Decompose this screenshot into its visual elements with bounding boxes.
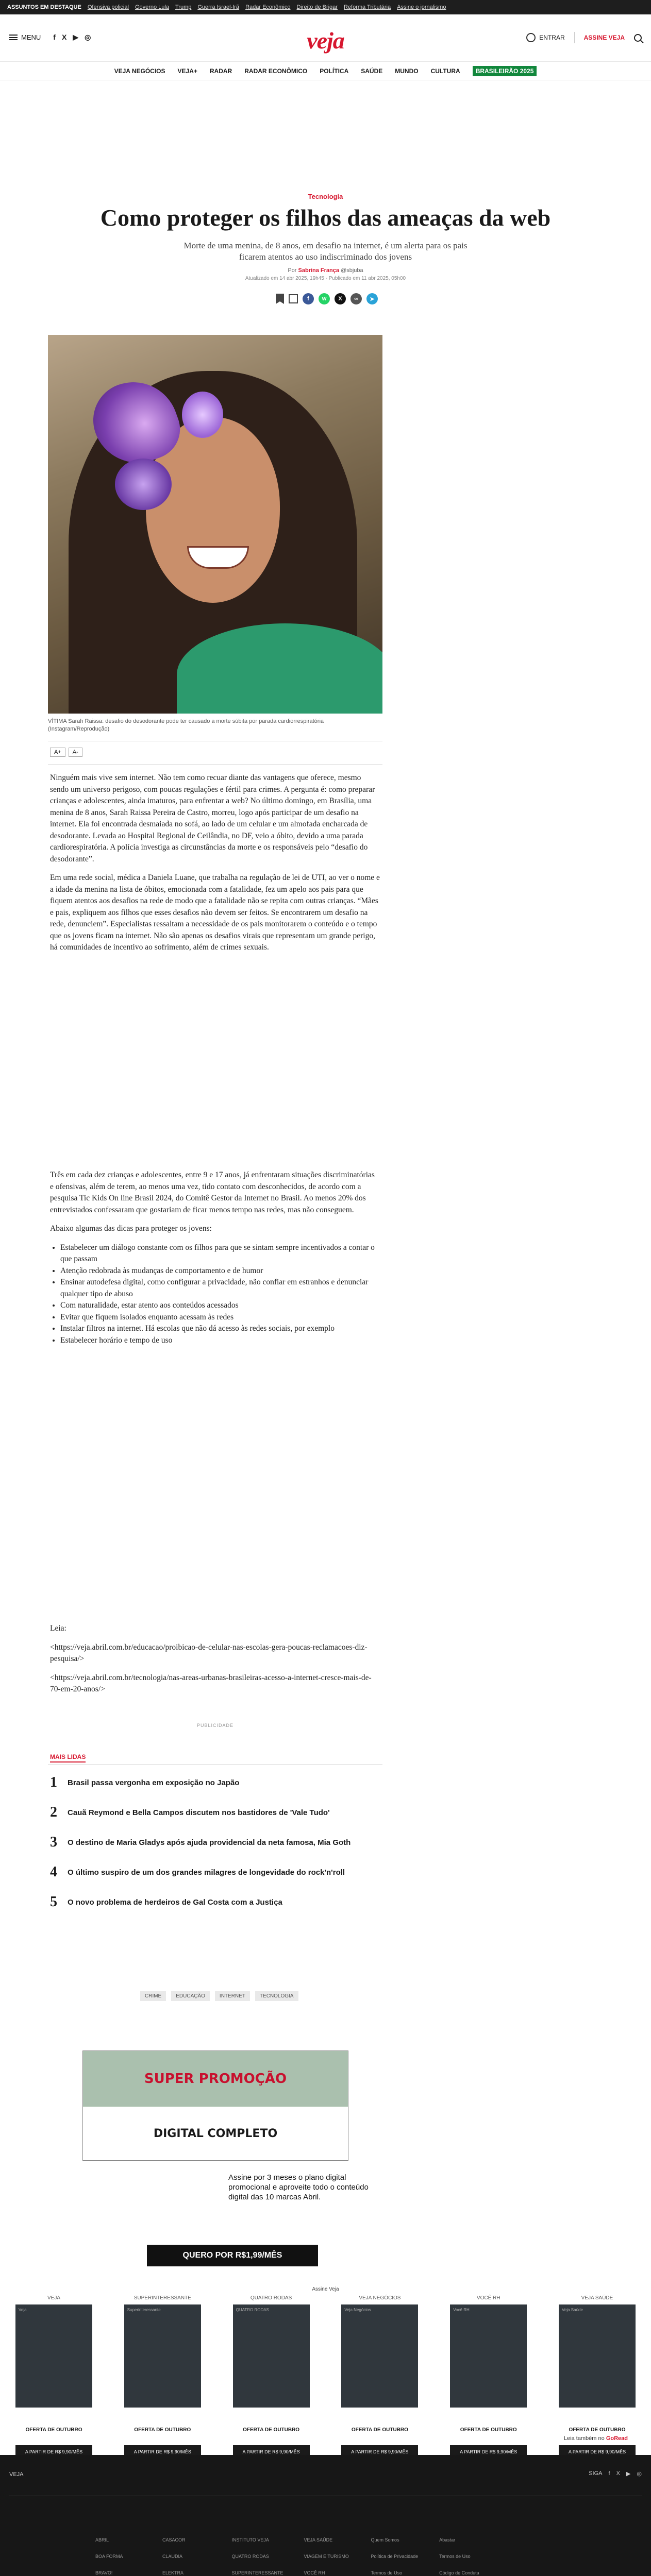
promo-cta-button[interactable]: QUERO POR R$1,99/MÊS xyxy=(147,2245,318,2266)
footer-link[interactable]: VIAGEM E TURISMO xyxy=(304,2554,349,2559)
promo-banner-top: SUPER PROMOÇÃO xyxy=(83,2051,348,2107)
footer-link[interactable]: INSTITUTO VEJA xyxy=(231,2537,269,2543)
facebook-share-icon[interactable]: f xyxy=(303,293,314,304)
most-read-title-text: O destino de Maria Gladys após ajuda providencial da neta famosa, Mia Goth xyxy=(68,1838,351,1847)
article-body-top xyxy=(50,772,380,961)
paragraph: Em uma rede social, médica a Daniela Luane, que trabalha na regulação de lei de UTI, ao ver o nome e a idade da menina na lista de óbitos, emocionada com a fatalidade, fez um apelo aos pais para que fiquem atentos aos desafios na rede de modo que a fatalidade não se repita com outras crianças. “Mães e pais, expliquem aos filhos que esses desafios não devem ser feitos. Se encontrarem um desafio na rede, denunciem”. Especialistas ressaltam a necessidade de os pais monitorarem o conteúdo e o tempo que os jovens ficam na internet. Não são apenas os desafios virais que representam um grande perigo, há comunidades de incentivo ao sofrimento, além de crimes sexuais. xyxy=(50,873,380,952)
nav-item[interactable]: RADAR ECONÔMICO xyxy=(244,67,308,75)
tag[interactable]: INTERNET xyxy=(215,1991,250,2001)
rank-number: 3 xyxy=(50,1834,57,1850)
most-read-title-text: O novo problema de herdeiros de Gal Costa com a Justiça xyxy=(68,1897,282,1907)
list-item: • Ensinar autodefesa digital, como configurar a privacidade, não confiar em estranhos e denunciar qualquer tipo de abuso xyxy=(60,1277,380,1300)
topic-link[interactable]: Governo Lula xyxy=(135,4,169,10)
nav-item[interactable]: CULTURA xyxy=(430,67,460,75)
offer-card[interactable] xyxy=(124,2295,201,2459)
footer-social xyxy=(589,2470,642,2477)
offer-card[interactable] xyxy=(341,2295,418,2459)
facebook-icon[interactable]: f xyxy=(608,2470,610,2477)
share-bar xyxy=(276,293,378,304)
most-read-title-text: O último suspiro de um dos grandes milagres de longevidade do rock'n'roll xyxy=(68,1868,345,1877)
offer-card[interactable] xyxy=(559,2295,636,2459)
menu-button[interactable] xyxy=(9,33,41,41)
tag[interactable]: TECNOLOGIA xyxy=(255,1991,298,2001)
cover-label: Veja Negócios xyxy=(344,2308,371,2312)
paragraph: Ninguém mais vive sem internet. Não tem como recuar diante das vantagens que oferece, mesmo sendo um universo perigoso, com poucas regulações e fértil para crimes. A pergunta é: como preparar crianças e adolescentes, ainda imaturos, para enfrentar a web? No último domingo, em Brasília, uma menina de 8 anos, Sarah Raissa Pereira de Castro, morreu, logo após participar de um desafio na internet. Ela foi encontrada desmaiada no sofá, ao lado de um celular e um almofada encharcada de desodorante. Levada ao Hospital Regional de Ceilândia, no DF, veio a óbito, devido a uma parada cardiorespiratória. A polícia investiga as circunstâncias da morte e os responsáveis pelo “desafio do desodorante”. xyxy=(50,773,375,863)
topic-link[interactable]: Assine o jornalismo xyxy=(397,4,446,10)
site-footer xyxy=(0,2455,651,2576)
main-nav xyxy=(0,62,651,80)
x-icon[interactable]: X xyxy=(616,2470,620,2477)
read-link[interactable]: <https://veja.abril.com.br/tecnologia/nas-areas-urbanas-brasileiras-acesso-a-internet-cresce-mais-de-70-em-20-anos/> xyxy=(50,1673,372,1693)
topic-link[interactable]: Direito de Brigar xyxy=(296,4,338,10)
header-divider xyxy=(574,32,575,43)
article-subtitle: Morte de uma menina, de 8 anos, em desafio na internet, é um alerta para os pais ficarem atentos ao uso indiscriminado dos jovens xyxy=(183,241,468,262)
font-size-controls xyxy=(50,748,82,757)
youtube-icon[interactable]: ▶ xyxy=(73,33,79,41)
cover-label: Você RH xyxy=(453,2308,470,2312)
magazine-cover xyxy=(559,2304,636,2408)
most-read-item[interactable] xyxy=(50,1774,380,1791)
card-price-button[interactable]: A PARTIR DE R$ 9,90/MÊS xyxy=(233,2445,310,2459)
footer-link[interactable]: VOCÊ RH xyxy=(304,2570,325,2575)
topic-link[interactable]: Guerra Israel-Irã xyxy=(197,4,240,10)
footer-link[interactable]: Termos de Uso xyxy=(439,2554,471,2559)
ad-label: PUBLICIDADE xyxy=(196,1723,234,1728)
footer-link[interactable]: VEJA SAÚDE xyxy=(304,2537,333,2543)
author-handle: @sbjuba xyxy=(341,267,363,274)
magazine-cover xyxy=(15,2304,92,2408)
follow-label: SIGA xyxy=(589,2470,603,2477)
author-link[interactable]: Sabrina França xyxy=(298,267,339,274)
tag[interactable]: EDUCAÇÃO xyxy=(171,1991,210,2001)
footer-link[interactable]: Quem Somos xyxy=(371,2537,399,2543)
footer-columns xyxy=(95,2537,585,2576)
nav-item[interactable]: RADAR xyxy=(209,67,232,75)
list-item: • Com naturalidade, estar atento aos conteúdos acessados xyxy=(60,1300,380,1312)
offer-card[interactable] xyxy=(233,2295,310,2459)
cover-label: Veja xyxy=(19,2308,27,2312)
list-item: • Atenção redobrada às mudanças de comportamento e de humor xyxy=(60,1265,380,1277)
nav-item[interactable]: POLÍTICA xyxy=(320,67,349,75)
site-header xyxy=(0,14,651,62)
offer-card[interactable] xyxy=(15,2295,92,2459)
rank-number: 1 xyxy=(50,1774,57,1790)
bookmark-icon[interactable] xyxy=(276,294,284,304)
card-price-button[interactable]: A PARTIR DE R$ 9,90/MÊS xyxy=(559,2445,636,2459)
topic-link[interactable]: Trump xyxy=(175,4,192,10)
magazine-cover xyxy=(124,2304,201,2408)
gift-icon[interactable] xyxy=(289,294,298,303)
card-offer: OFERTA DE OUTUBRO xyxy=(460,2427,517,2433)
card-price-button[interactable]: A PARTIR DE R$ 9,90/MÊS xyxy=(450,2445,527,2459)
card-name: VEJA SAÚDE xyxy=(581,2295,613,2301)
tag-list xyxy=(140,1991,298,2001)
nav-item[interactable]: SAÚDE xyxy=(361,67,383,75)
card-price-button[interactable]: A PARTIR DE R$ 9,90/MÊS xyxy=(341,2445,418,2459)
nav-item[interactable]: MUNDO xyxy=(395,67,419,75)
footer-link[interactable]: ELEKTRA xyxy=(162,2570,184,2575)
footer-link[interactable]: Abastar xyxy=(439,2537,456,2543)
topics-bar xyxy=(0,0,651,14)
footer-link[interactable]: Política de Privacidade xyxy=(371,2554,419,2559)
font-increase-button[interactable]: A+ xyxy=(50,748,65,757)
promo-text: Assine por 3 meses o plano digital promocional e aproveite todo o conteúdo digital das 10 marcas Abril. xyxy=(228,2173,369,2201)
most-read-title-text: Brasil passa vergonha em exposição no Japão xyxy=(68,1778,240,1787)
footer-brand[interactable]: VEJA xyxy=(9,2471,24,2478)
login-button[interactable] xyxy=(526,33,564,42)
magazine-cover xyxy=(341,2304,418,2408)
instagram-icon[interactable]: ◎ xyxy=(637,2471,642,2477)
footer-link[interactable]: Código de Conduta xyxy=(439,2570,479,2575)
most-read-item[interactable] xyxy=(50,1804,380,1821)
nav-item[interactable]: VEJA+ xyxy=(177,67,197,75)
most-read-item[interactable] xyxy=(50,1894,380,1910)
card-offer: OFERTA DE OUTUBRO xyxy=(25,2427,82,2433)
list-item: • Estabelecer um diálogo constante com os filhos para que se sintam sempre incentivados a contar o que passam xyxy=(60,1242,380,1265)
youtube-icon[interactable]: ▶ xyxy=(626,2471,631,2477)
rank-number: 5 xyxy=(50,1894,57,1910)
paragraph: Três em cada dez crianças e adolescentes, entre 9 e 17 anos, já enfrentaram situações discriminatórias e ofensivas, além de terem, ao menos uma vez, tido contato com desconhecidos, de acordo com a pesquisa Tic Kids On line Brasil 2024, do Comitê Gestor da Internet no Brasil. Ao menos 20% dos entrevistados confessaram que gostariam de ficar menos tempo nas redes, mas não conseguem. xyxy=(50,1171,375,1214)
cover-label: QUATRO RODAS xyxy=(236,2308,269,2312)
nav-highlight[interactable]: BRASILEIRÃO 2025 xyxy=(473,66,537,76)
goread-logo: GoRead xyxy=(606,2435,628,2442)
facebook-icon[interactable]: f xyxy=(53,33,56,41)
rank-number: 4 xyxy=(50,1864,57,1880)
magazine-cover xyxy=(233,2304,310,2408)
tips-list xyxy=(50,1242,380,1347)
card-name: QUATRO RODAS xyxy=(250,2295,292,2301)
promo-banner[interactable] xyxy=(82,2050,348,2161)
read-also-label: Leia também no xyxy=(563,2435,605,2442)
most-read-title-text: Cauã Reymond e Bella Campos discutem nos bastidores de 'Vale Tudo' xyxy=(68,1808,330,1817)
offer-card[interactable] xyxy=(450,2295,527,2459)
font-decrease-button[interactable]: A- xyxy=(69,748,82,757)
article-photo xyxy=(48,335,382,714)
instagram-icon[interactable]: ◎ xyxy=(85,33,91,41)
photo-caption: VÍTIMA Sarah Raissa: desafio do desodorante pode ter causado a morte súbita por parada cardiorrespiratória (Instagram/Reprodução) xyxy=(48,718,324,732)
card-name: SUPERINTERESSANTE xyxy=(133,2295,191,2301)
divider xyxy=(48,764,382,765)
footer-link[interactable]: QUATRO RODAS xyxy=(231,2554,269,2559)
footer-link[interactable]: CASACOR xyxy=(162,2537,186,2543)
read-link[interactable]: <https://veja.abril.com.br/educacao/proibicao-de-celular-nas-escolas-gera-poucas-reclamacoes-diz-pesquisa/> xyxy=(50,1642,368,1663)
topic-link[interactable]: Ofensiva policial xyxy=(87,4,129,10)
read-also-goread[interactable] xyxy=(564,2435,628,2442)
most-read-item[interactable] xyxy=(50,1864,380,1880)
footer-link[interactable]: Termos de Uso xyxy=(371,2570,403,2575)
promo-banner-bottom: DIGITAL COMPLETO xyxy=(153,2127,278,2140)
magazine-cover xyxy=(450,2304,527,2408)
card-price-button[interactable]: A PARTIR DE R$ 9,90/MÊS xyxy=(124,2445,201,2459)
hamburger-icon xyxy=(9,35,18,40)
login-label: ENTRAR xyxy=(539,34,565,41)
card-name: VEJA xyxy=(47,2295,60,2301)
link-share-icon[interactable]: ∞ xyxy=(350,293,362,304)
footer-link[interactable]: ABRIL xyxy=(95,2537,109,2543)
whatsapp-share-icon[interactable]: w xyxy=(319,293,330,304)
telegram-share-icon[interactable]: ➤ xyxy=(366,293,378,304)
cover-label: Superinteressante xyxy=(127,2308,161,2312)
article-body-mid xyxy=(50,1170,380,1346)
topics-label: ASSUNTOS EM DESTAQUE xyxy=(7,4,81,10)
social-links xyxy=(53,33,91,42)
byline xyxy=(0,267,651,274)
card-name: VOCÊ RH xyxy=(476,2295,500,2301)
footer-link[interactable]: CLAUDIA xyxy=(162,2554,183,2559)
list-item: • Evitar que fiquem isolados enquanto acessam às redes xyxy=(60,1312,380,1324)
offer-cards xyxy=(15,2295,636,2459)
article-title: Como proteger os filhos das ameaças da web xyxy=(100,205,551,231)
footer-link[interactable]: SUPERINTERESSANTE xyxy=(231,2570,283,2575)
footer-link[interactable]: BRAVO! xyxy=(95,2570,113,2575)
read-also-block xyxy=(50,1623,380,1703)
tag[interactable]: CRIME xyxy=(140,1991,166,2001)
list-item: • Instalar filtros na internet. Há escolas que não dá acesso às redes sociais, por exemplo xyxy=(60,1323,380,1335)
section-label[interactable]: Tecnologia xyxy=(308,193,343,200)
offers-label: Assine Veja xyxy=(312,2286,339,2292)
user-icon xyxy=(526,33,536,42)
search-icon[interactable] xyxy=(634,34,642,42)
topic-link[interactable]: Reforma Tributária xyxy=(343,4,391,10)
article-dates: Atualizado em 14 abr 2025, 19h45 - Publicado em 11 abr 2025, 05h00 xyxy=(245,276,406,281)
read-label: Leia: xyxy=(50,1624,66,1633)
most-read-title: MAIS LIDAS xyxy=(50,1753,86,1762)
card-price-button[interactable]: A PARTIR DE R$ 9,90/MÊS xyxy=(15,2445,92,2459)
rank-number: 2 xyxy=(50,1804,57,1820)
card-offer: OFERTA DE OUTUBRO xyxy=(351,2427,408,2433)
menu-label: MENU xyxy=(21,33,41,41)
cover-label: Veja Saúde xyxy=(561,2308,583,2312)
most-read-item[interactable] xyxy=(50,1834,380,1851)
veja-logo[interactable]: veja xyxy=(307,27,344,54)
footer-link[interactable]: BOA FORMA xyxy=(95,2554,123,2559)
byline-prefix: Por xyxy=(288,267,297,274)
x-icon[interactable]: X xyxy=(61,33,67,41)
card-offer: OFERTA DE OUTUBRO xyxy=(569,2427,626,2433)
topic-link[interactable]: Radar Econômico xyxy=(245,4,291,10)
divider xyxy=(48,1764,382,1765)
x-share-icon[interactable]: X xyxy=(335,293,346,304)
nav-item[interactable]: VEJA NEGÓCIOS xyxy=(114,67,165,75)
card-offer: OFERTA DE OUTUBRO xyxy=(243,2427,300,2433)
card-name: VEJA NEGÓCIOS xyxy=(359,2295,401,2301)
subscribe-link[interactable]: ASSINE VEJA xyxy=(583,34,625,41)
paragraph: Abaixo algumas das dicas para proteger os jovens: xyxy=(50,1224,212,1233)
list-item: • Estabelecer horário e tempo de uso xyxy=(60,1335,380,1347)
card-offer: OFERTA DE OUTUBRO xyxy=(134,2427,191,2433)
